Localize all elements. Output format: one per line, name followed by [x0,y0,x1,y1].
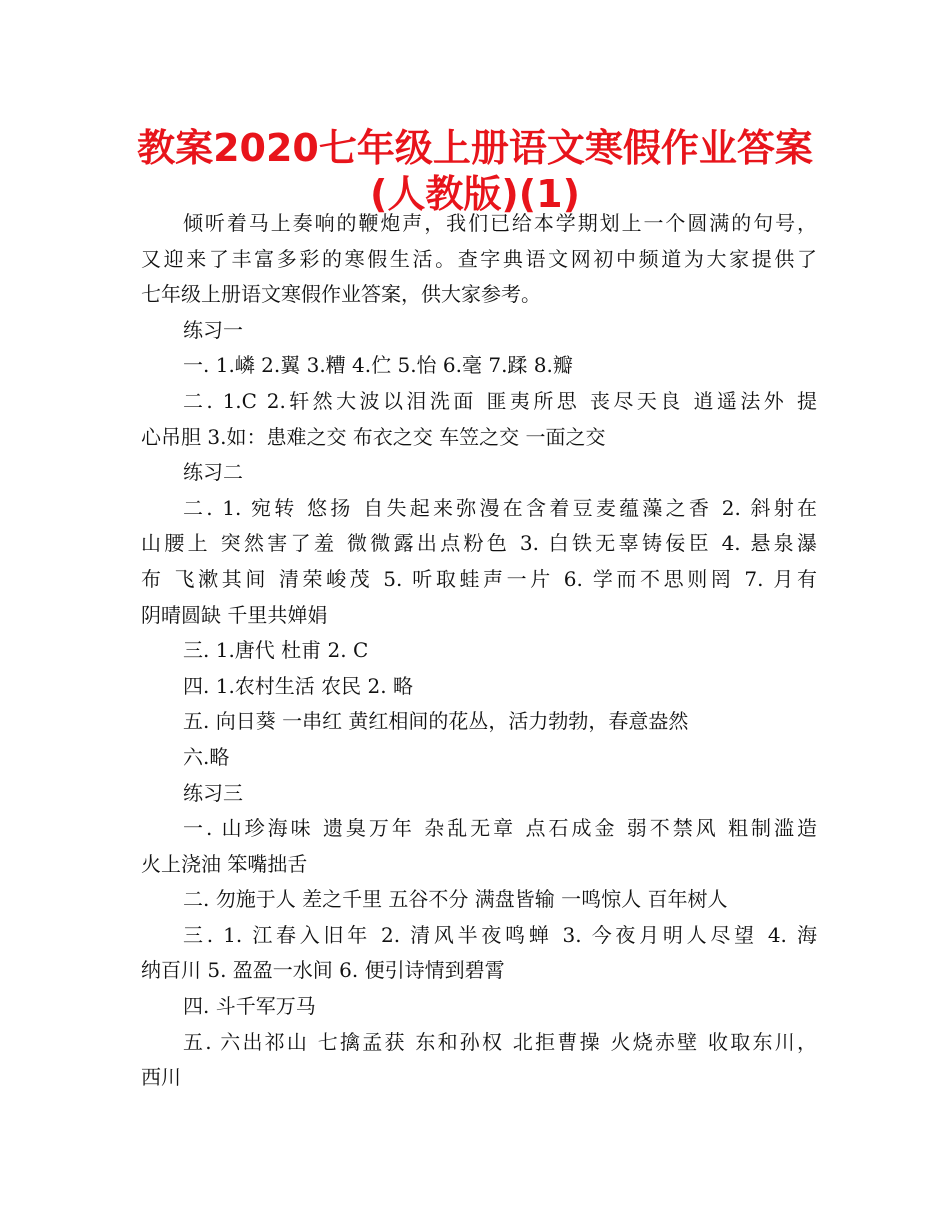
text-line: 四. 1.农村生活 农民 2. 略 [183,673,413,698]
text-line: 又迎来了丰富多彩的寒假生活。查字典语文网初中频道为大家提供了 [141,246,817,271]
text-line: 一. 1.嶙 2.翼 3.糟 4.伫 5.怡 6.毫 7.蹂 8.瓣 [183,353,573,378]
text-line: 四. 斗千军万马 [183,994,316,1019]
text-line: 纳百川 5. 盈盈一水间 6. 便引诗情到碧霄 [141,958,505,983]
text-line: 阴晴圆缺 千里共婵娟 [141,602,328,627]
text-line: 西川 [141,1065,181,1090]
document-body [141,206,817,1096]
text-line: 心吊胆 3.如：患难之交 布衣之交 车笠之交 一面之交 [141,424,606,449]
text-line: 练习二 [183,460,243,485]
text-line: 五. 六出祁山 七擒孟获 东和孙权 北拒曹操 火烧赤壁 收取东川， [183,1029,817,1054]
text-line: 山腰上 突然害了羞 微微露出点粉色 3. 白铁无辜铸佞臣 4. 悬泉瀑 [141,531,817,556]
text-line: 练习一 [183,317,243,342]
text-line: 练习三 [183,780,243,805]
text-line: 一. 山珍海味 遗臭万年 杂乱无章 点石成金 弱不禁风 粗制滥造 [183,816,817,841]
text-line: 布 飞漱其间 清荣峻茂 5. 听取蛙声一片 6. 学而不思则罔 7. 月有 [141,566,817,591]
text-line: 二. 1. 宛转 悠扬 自失起来弥漫在含着豆麦蕴藻之香 2. 斜射在 [183,495,817,520]
text-line: 五. 向日葵 一串红 黄红相间的花丛，活力勃勃，春意盎然 [183,709,689,734]
text-line: 三. 1.唐代 杜甫 2. C [183,638,369,663]
text-line: 三. 1. 江春入旧年 2. 清风半夜鸣蝉 3. 今夜月明人尽望 4. 海 [183,922,817,947]
text-line: 七年级上册语文寒假作业答案，供大家参考。 [141,282,541,307]
text-line: 倾听着马上奏响的鞭炮声，我们已给本学期划上一个圆满的句号， [183,211,817,235]
text-line: 二. 勿施于人 差之千里 五谷不分 满盘皆输 一鸣惊人 百年树人 [183,887,728,912]
text-line: 六.略 [183,744,230,769]
document-title-line-2: (人教版)(1) [370,172,580,216]
document-title-line-1: 教案2020七年级上册语文寒假作业答案 [137,126,813,170]
text-line: 二. 1.C 2.轩然大波以泪洗面 匪夷所思 丧尽天良 逍遥法外 提 [183,388,817,413]
text-line: 火上浇油 笨嘴拙舌 [141,851,308,876]
